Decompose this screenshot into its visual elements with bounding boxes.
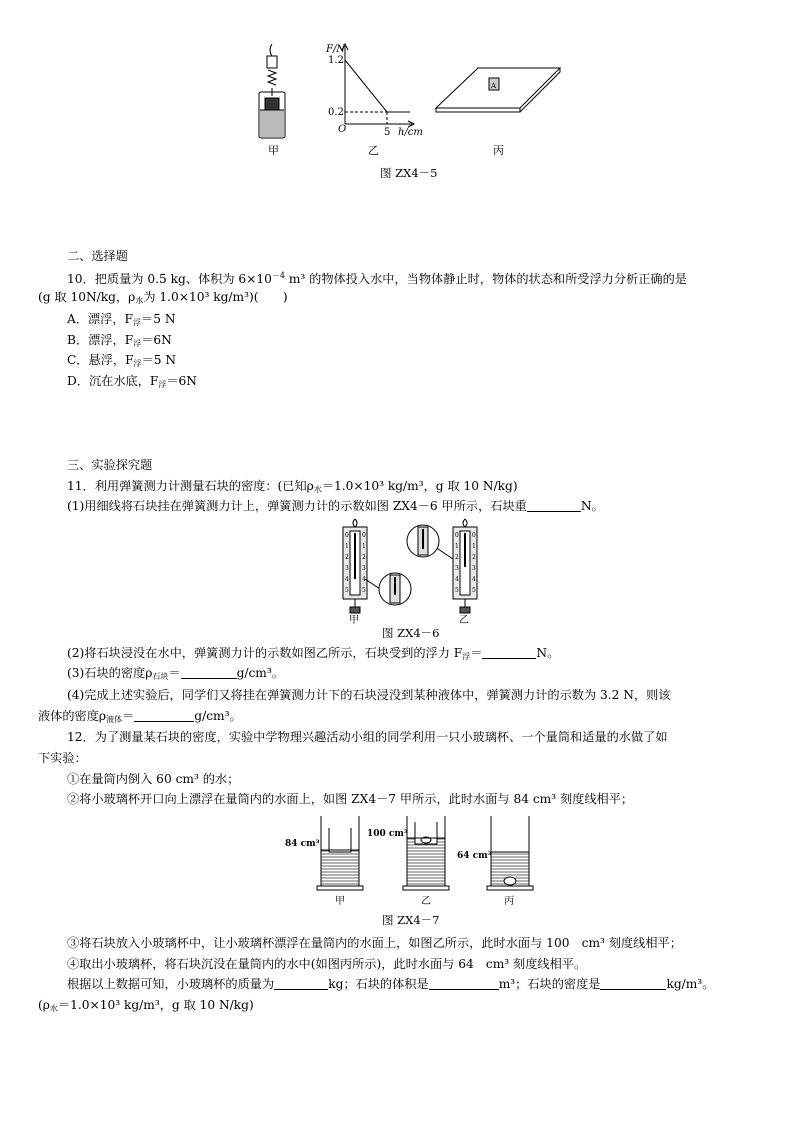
fig7-label-yi: 乙 [421,896,431,907]
svg-text:0: 0 [472,532,476,539]
svg-text:1: 1 [455,543,459,550]
slab-with-block-drawing [436,68,560,112]
option-c-post: ＝5 N [141,353,177,367]
last-sub: 水 [49,1004,58,1013]
q11-part3-eq: ＝ [168,666,181,680]
x-axis-label: h/cm [398,127,423,138]
q11-part3-sub: 石块 [152,672,169,681]
svg-text:0: 0 [455,532,459,539]
svg-text:2: 2 [455,554,459,561]
svg-text:5: 5 [345,587,349,594]
conc-text-b: kg；石块的体积是 [328,977,429,991]
answer-blank-liquid-density[interactable] [134,709,194,722]
svg-text:3: 3 [472,565,476,572]
q11-part4-unit: g/cm³。 [194,709,242,723]
option-c[interactable] [67,352,176,372]
svg-text:5: 5 [362,587,366,594]
answer-blank-stone-density-2[interactable] [600,977,666,990]
svg-text:1: 1 [345,543,349,550]
q11-part3-text: (3)石块的密度ρ [67,666,153,680]
y-tick-top: 1.2 [328,55,344,66]
svg-text:4: 4 [455,576,459,583]
svg-text:4: 4 [362,576,366,583]
q11-part2-sub: 浮 [462,652,471,661]
fig5-label-jia: 甲 [268,144,279,157]
q11-part4-sub: 液体 [106,715,123,724]
q12-step2: ②将小玻璃杯开口向上漂浮在量筒内的水面上，如图 ZX4－7 甲所示，此时水面与 84 cm³ 刻度线相平； [67,792,634,806]
q12-step4: ④取出小玻璃杯，将石块沉没在量筒内的水中(如图丙所示)，此时水面与 64 cm³ 刻度线相平。 [67,957,587,971]
option-c-sub: 浮 [133,359,142,368]
cylinder-bing [487,816,533,890]
x-tick: 5 [384,127,391,138]
q10-exponent: －4 [271,271,285,280]
svg-text:4: 4 [345,576,349,583]
option-b[interactable] [67,332,172,352]
q11-stem [67,478,518,498]
section3-heading: 三、实验探究题 [67,458,153,472]
svg-text:3: 3 [345,565,349,572]
cylinder-yi [403,816,449,890]
label-84: 84 cm³ [285,839,320,849]
q11-text-b: ＝1.0×10³ kg/m³，g 取 10 N/kg) [321,479,518,493]
q10-text-c: (g 取 10N/kg，ρ [38,290,136,304]
option-b-pre: B．漂浮，F [67,333,134,347]
q11-part4-line1: (4)完成上述实验后，同学们又将挂在弹簧测力计下的石块浸没到某种液体中，弹簧测力计的示数为 3.2 N，则该 [67,688,671,702]
q10-line2 [38,289,288,309]
q12-conclusion [67,976,714,992]
q11-part2-unit: N。 [536,646,560,660]
q10-line1 [67,268,687,287]
q11-part2-text: (2)将石块浸没在水中，弹簧测力计的示数如图乙所示，石块受到的浮力 F [67,646,463,660]
y-tick-low: 0.2 [328,107,344,118]
q11-part1-unit: N。 [580,499,604,513]
q11-part2 [67,645,559,665]
q10-text-d: 为 1.0×10³ kg/m³)( ) [143,290,288,304]
figure-zx4-7 [285,808,535,908]
force-depth-graph [342,44,414,127]
svg-text:3: 3 [362,565,366,572]
q10-sub-water: 水 [135,296,144,305]
section2-heading: 二、选择题 [67,249,128,263]
fig7-caption: 图 ZX4－7 [382,913,440,927]
y-axis-label: F/N [326,44,346,55]
answer-blank-stone-density[interactable] [181,666,237,679]
answer-blank-cup-mass[interactable] [274,977,328,990]
fig5-caption: 图 ZX4－5 [380,166,438,180]
option-b-sub: 浮 [133,339,142,348]
q12-line2: 下实验： [38,751,87,765]
svg-text:2: 2 [472,554,476,561]
q11-part4-text: 液体的密度ρ [38,709,107,723]
q12-step3: ③将石块放入小玻璃杯中，让小玻璃杯漂浮在量筒内的水面上，如图乙所示，此时水面与 100 cm³ 刻度线相平； [67,936,682,950]
q11-part3-unit: g/cm³。 [236,666,284,680]
fig7-label-bing: 丙 [504,896,514,907]
cylinder-jia [317,816,363,890]
q12-line1: 12．为了测量某石块的密度，实验中学物理兴趣活动小组的同学利用一只小玻璃杯、一个量筒和适量的水做了如 [67,730,668,744]
q11-part4-eq: ＝ [122,709,135,723]
q11-part1 [67,498,604,514]
q11-part4-line2 [38,708,242,728]
origin-label: O [338,124,347,135]
q11-part2-eq: ＝ [470,646,483,660]
answer-blank-buoyancy[interactable] [482,646,536,659]
option-d-sub: 浮 [158,380,167,389]
conc-text-c: m³；石块的密度是 [498,977,601,991]
svg-text:2: 2 [362,554,366,561]
option-c-pre: C．悬浮，F [67,353,134,367]
option-a-post: ＝5 N [141,312,176,326]
figure-zx4-6 [335,517,495,627]
option-a-pre: A．漂浮，F [67,312,134,326]
fig5-label-yi: 乙 [368,144,379,157]
fig7-label-jia: 甲 [335,896,345,907]
label-64: 64 cm³ [457,851,492,861]
svg-text:2: 2 [345,554,349,561]
svg-text:0: 0 [345,532,349,539]
last-text-a: (ρ [38,998,50,1012]
q10-text-a: 10．把质量为 0.5 kg、体积为 6×10 [67,272,272,286]
fig6-label-yi: 乙 [459,615,469,626]
last-text-b: ＝1.0×10³ kg/m³，g 取 10 N/kg) [57,998,254,1012]
svg-text:1: 1 [362,543,366,550]
option-d[interactable] [67,373,197,393]
block-label: A [491,82,497,90]
q11-text-a: 11．利用弹簧测力计测量石块的密度：(已知ρ [67,479,314,493]
conc-text-d: kg/m³。 [666,977,715,991]
svg-text:3: 3 [455,565,459,572]
option-d-pre: D．沉在水底，F [67,374,159,388]
fig6-label-jia: 甲 [349,615,359,626]
label-100: 100 cm³ [367,829,408,839]
option-b-post: ＝6N [141,333,172,347]
answer-blank-stone-volume[interactable] [429,977,499,990]
option-a-sub: 浮 [133,318,142,327]
fig5-label-bing: 丙 [493,144,504,157]
svg-text:5: 5 [455,587,459,594]
q12-step1: ①在量筒内倒入 60 cm³ 的水； [67,772,240,786]
answer-blank-weight[interactable] [527,499,581,512]
svg-text:0: 0 [362,532,366,539]
svg-text:1: 1 [472,543,476,550]
svg-text:4: 4 [472,576,476,583]
option-a[interactable] [67,311,176,331]
q10-text-b: m³ 的物体投入水中，当物体静止时，物体的状态和所受浮力分析正确的是 [284,272,687,286]
fig6-caption: 图 ZX4－6 [382,626,440,640]
conc-text-a: 根据以上数据可知，小玻璃杯的质量为 [67,977,275,991]
svg-text:5: 5 [472,587,476,594]
q11-part3 [67,665,284,685]
q11-part1-text: (1)用细线将石块挂在弹簧测力计上，弹簧测力计的示数如图 ZX4－6 甲所示，石块重 [67,499,527,513]
spring-scale-beaker-drawing [259,44,285,138]
figure-zx4-5 [250,40,570,165]
q11-sub-water: 水 [313,485,322,494]
q12-constants [38,997,254,1017]
option-d-post: ＝6N [166,374,197,388]
